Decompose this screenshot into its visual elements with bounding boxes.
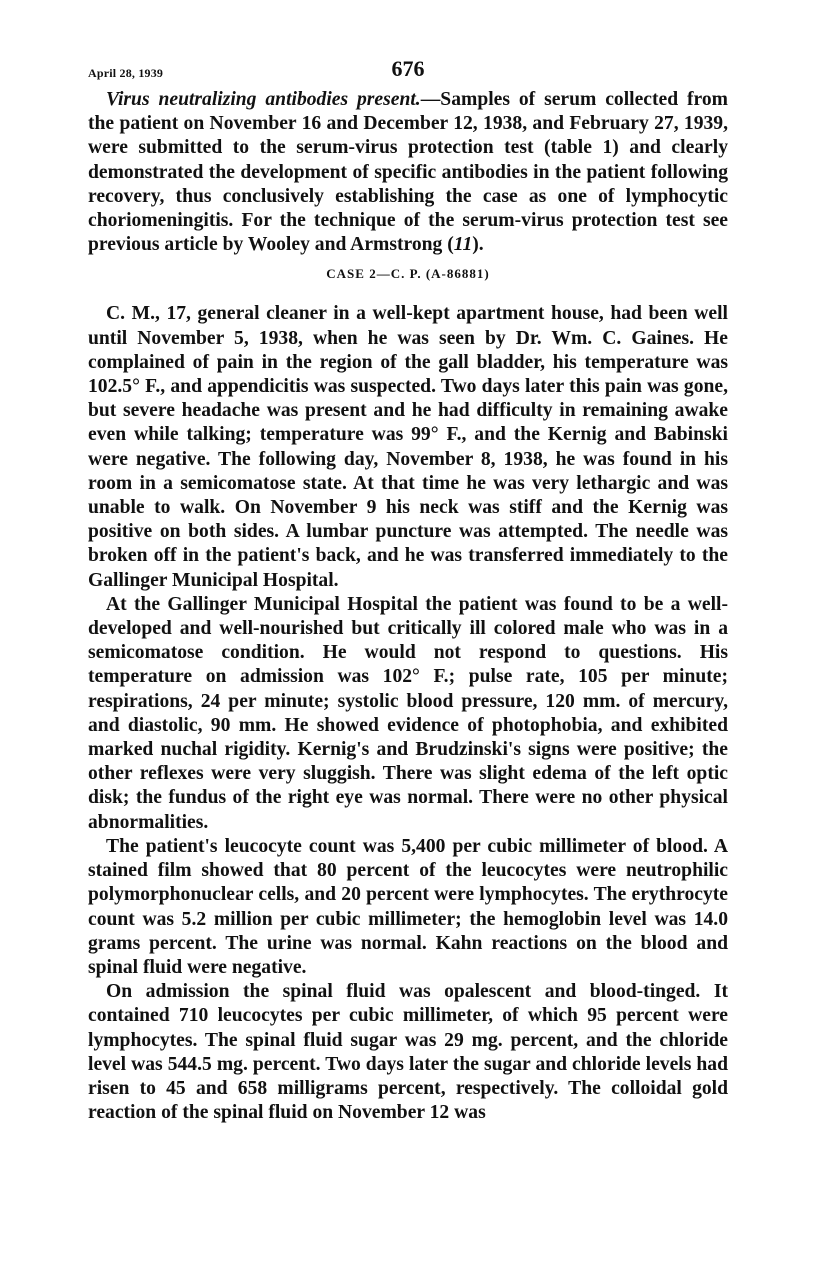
body-paragraph-spinal-fluid: On admission the spinal fluid was opalescent and blood-tinged. It contained 710 leucocytes per cubic millimeter, of which 95 percent were lymphocytes. The spinal fluid sugar was 29 mg. percent, and the chloride level was 544.5 mg. percent. Two days later the sugar and chloride levels had risen to 45 and 658 milligrams percent, respectively. The colloidal gold reaction of the spinal fluid on November 12 was — [88, 981, 728, 1124]
issue-date: April 28, 1939 — [88, 66, 164, 80]
case-heading: CASE 2—C. P. (A-86881) — [326, 266, 490, 282]
page-number: 676 — [391, 56, 425, 81]
body-paragraph-history: C. M., 17, general cleaner in a well-kept apartment house, had been well until November 5, 1938, when he was seen by Dr. Wm. C. Gaines. He complained of pain in the region of the gall bladder, his temperature was 102.5° F., and appendicitis was suspected. Two days later this pain was gone, but severe headache was present and he had difficulty in remaining awake even while talking; temperature was 99° F., and the Kernig and Babinski were negative. The following day, November 8, 1938, he was found in his room in a semicomatose state. At that time he was very lethargic and was unable to walk. On November 9 his neck was stiff and the Kernig was positive on both sides. A lumbar puncture was attempted. The needle was broken off in the patient's back, and he was transferred immediately to the Gallinger Municipal Hospital. — [88, 303, 728, 591]
document-page — [88, 54, 728, 1125]
intro-text-end: ). — [472, 234, 484, 256]
body-paragraph-examination: At the Gallinger Municipal Hospital the patient was found to be a well-developed and well-nourished but critically ill colored male who was in a semicomatose condition. He would not respond to questions. His temperature on admission was 102° F.; pulse rate, 105 per minute; respirations, 24 per minute; systolic blood pressure, 120 mm. of mercury, and diastolic, 90 mm. He showed evidence of photophobia, and exhibited marked nuchal rigidity. Kernig's and Brudzinski's signs were positive; the other reflexes were very sluggish. There was slight edema of the left optic disk; the fundus of the right eye was normal. There were no other physical abnormalities. — [88, 593, 728, 833]
intro-lead-italic: Virus neutralizing antibodies present. — [106, 89, 421, 110]
intro-text: —Samples of serum collected from the patient on November 16 and December 12, 1938, and February 27, 1939, were submitted to the serum-virus protection test (table 1) and clearly demonstrated the development of specific antibodies in the patient following recovery, thus conclusively establishing the case as one of lymphocytic choriomeningitis. For the technique of the serum-virus protection test see previous article by Wooley and Armstrong ( — [88, 89, 728, 256]
reference-number: 11 — [453, 234, 473, 256]
body-paragraph-blood-count: The patient's leucocyte count was 5,400 per cubic millimeter of blood. A stained film showed that 80 percent of the leucocytes were neutrophilic polymorphonuclear cells, and 20 percent were lymphocytes. The erythrocyte count was 5.2 million per cubic millimeter; the hemoglobin level was 14.0 grams percent. The urine was normal. Kahn reactions on the blood and spinal fluid were negative. — [88, 835, 728, 978]
intro-paragraph — [88, 88, 728, 257]
page-header — [88, 54, 728, 88]
